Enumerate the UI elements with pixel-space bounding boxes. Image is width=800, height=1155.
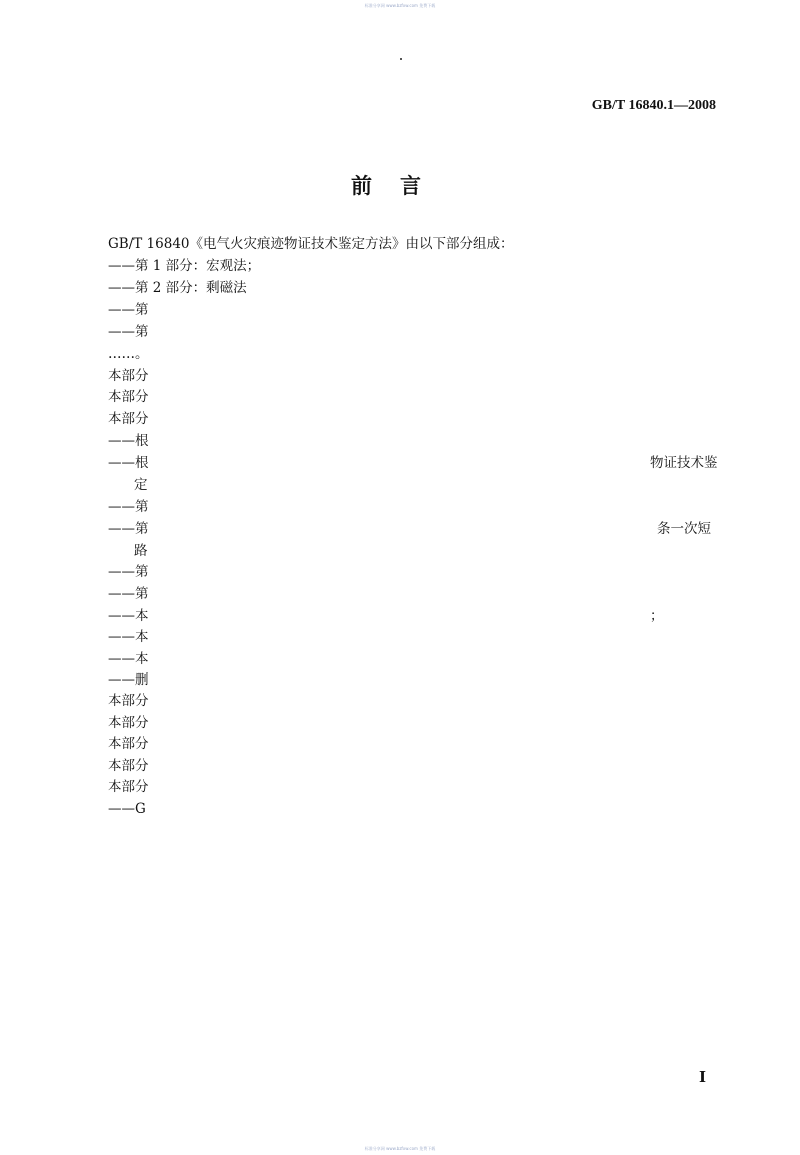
list-item: ——本 xyxy=(108,651,149,667)
list-item: ——第 xyxy=(108,324,149,340)
list-item: ——第 1 部分：宏观法； xyxy=(108,258,261,274)
list-item: ——第 2 部分：剩磁法 xyxy=(108,280,247,296)
list-item: ——本 xyxy=(108,608,149,624)
list-item: ——第 xyxy=(108,564,149,580)
standard-number: GB/T 16840.1—2008 xyxy=(591,98,716,113)
list-item: ——第 xyxy=(108,521,149,537)
paragraph-line: 本部分 xyxy=(108,758,149,774)
paragraph-line: 本部分 xyxy=(108,779,149,795)
list-item: ——第 xyxy=(108,586,149,602)
list-item: ——本 xyxy=(108,629,149,645)
paragraph-line: 本部分 xyxy=(108,693,149,709)
list-item: ……。 xyxy=(108,346,149,362)
list-item-continuation: 定 xyxy=(134,477,148,493)
right-fragment: ； xyxy=(650,608,664,624)
paragraph-line: 本部分 xyxy=(108,411,149,427)
right-fragment: 物证技术鉴 xyxy=(650,455,718,471)
list-item: ——删 xyxy=(108,672,149,688)
paragraph-line: 本部分 xyxy=(108,736,149,752)
list-item-continuation: 路 xyxy=(134,543,148,559)
list-item: ——G xyxy=(108,801,146,817)
list-item: ——第 xyxy=(108,302,149,318)
paragraph-line: 本部分 xyxy=(108,368,149,384)
watermark-top: 标准分享网 www.bzfxw.com 免费下载 xyxy=(364,3,436,8)
right-fragment: 条一次短 xyxy=(657,521,711,537)
scan-speck xyxy=(400,58,402,60)
watermark-bottom: 标准分享网 www.bzfxw.com 免费下载 xyxy=(364,1146,436,1151)
list-item: ——第 xyxy=(108,499,149,515)
page-title: 前言 xyxy=(351,174,449,198)
paragraph-line: 本部分 xyxy=(108,715,149,731)
list-item: ——根 xyxy=(108,455,149,471)
paragraph-line: 本部分 xyxy=(108,389,149,405)
list-item: ——根 xyxy=(108,433,149,449)
intro-line: GB/T 16840《电气火灾痕迹物证技术鉴定方法》由以下部分组成： xyxy=(108,236,514,252)
page-number: I xyxy=(699,1068,707,1086)
